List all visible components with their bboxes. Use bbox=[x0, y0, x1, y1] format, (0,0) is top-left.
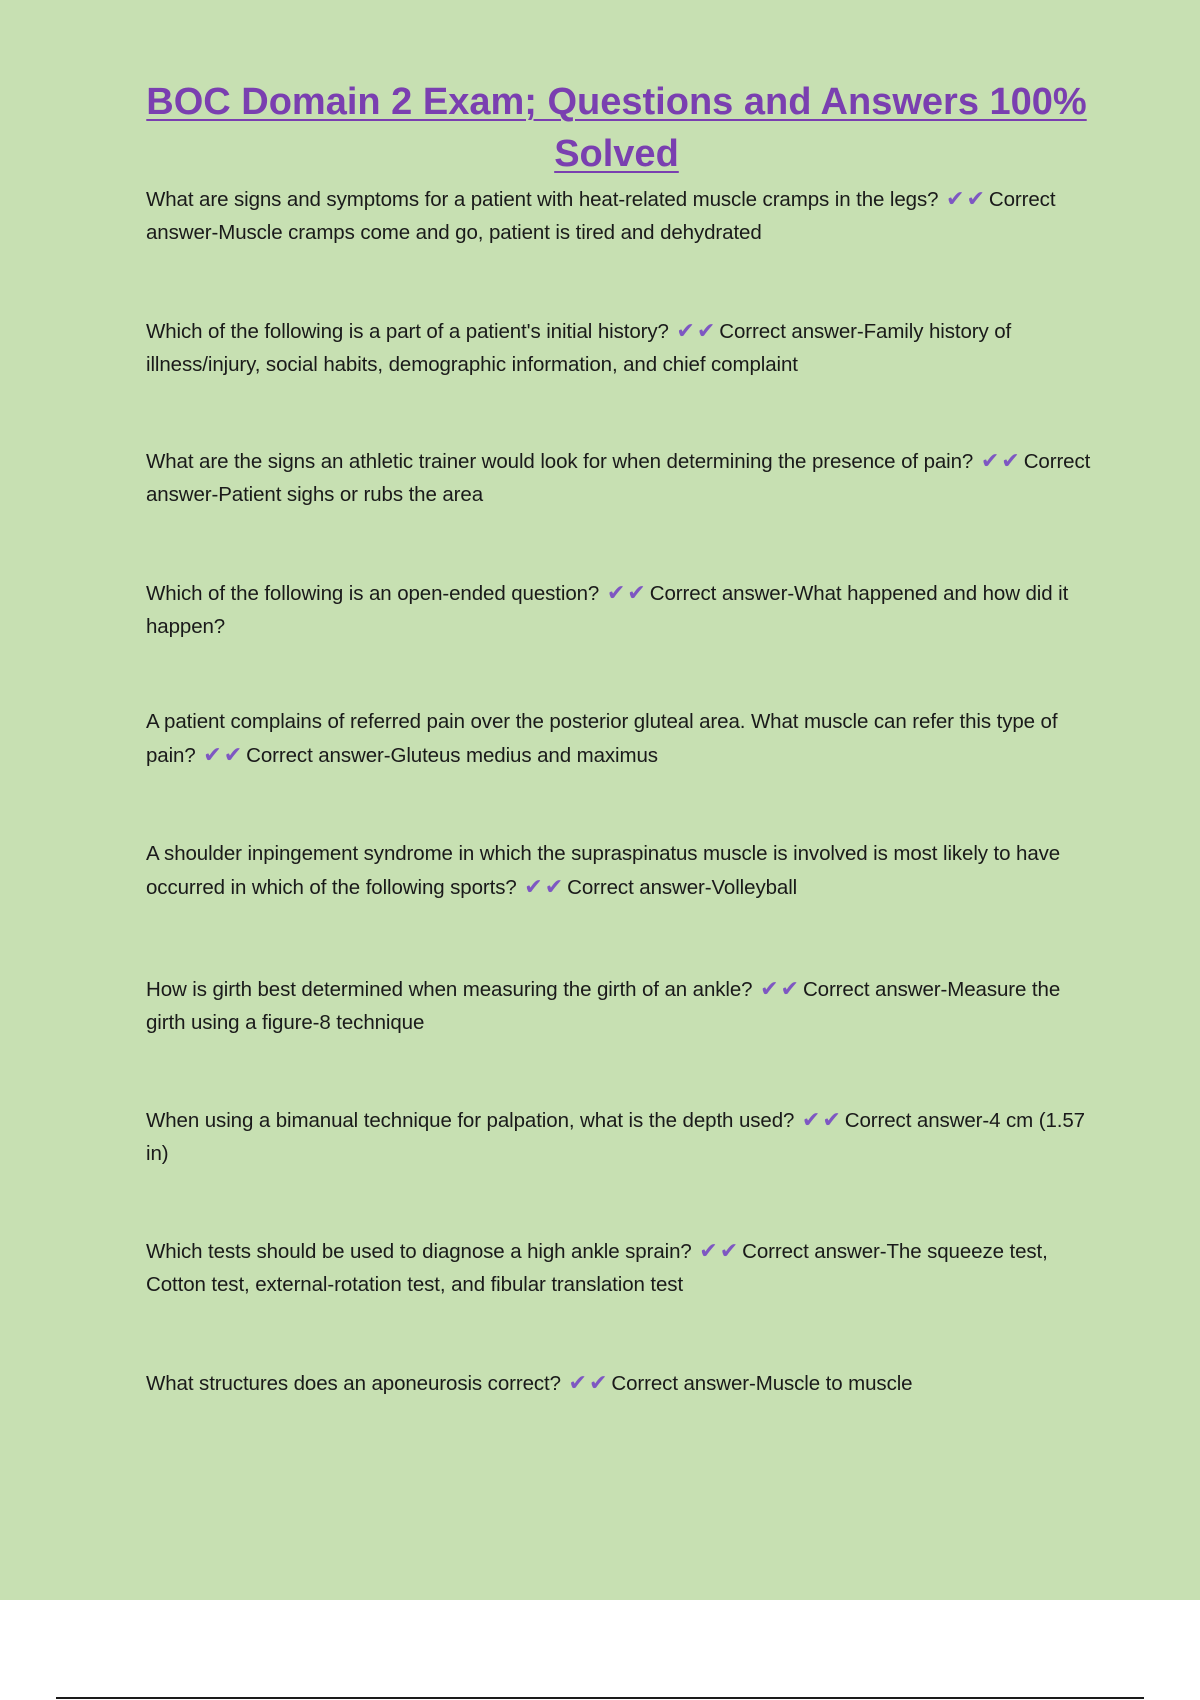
double-check-icon: ✔✔ bbox=[676, 318, 718, 343]
qa-item bbox=[146, 705, 1096, 772]
question-text: What are signs and symptoms for a patient with heat-related muscle cramps in the legs? bbox=[146, 188, 939, 211]
question-text: Which of the following is a part of a patient's initial history? bbox=[146, 320, 669, 343]
qa-item bbox=[146, 1234, 1096, 1301]
double-check-icon: ✔✔ bbox=[524, 874, 566, 899]
answer-text: Correct answer-4 cm (1.57 in) bbox=[146, 1109, 1085, 1165]
answer-text: Correct answer-Measure the girth using a figure-8 technique bbox=[146, 978, 1061, 1034]
question-text: A patient complains of referred pain over the posterior gluteal area. What muscle can refer this type of pain? bbox=[146, 710, 1058, 767]
question-text: When using a bimanual technique for palpation, what is the depth used? bbox=[146, 1109, 795, 1132]
answer-text: Correct answer-Patient sighs or rubs the area bbox=[146, 450, 1091, 506]
qa-item bbox=[146, 1103, 1096, 1170]
answer-text: Correct answer-Volleyball bbox=[567, 876, 798, 899]
qa-item bbox=[146, 444, 1096, 511]
qa-item bbox=[146, 1366, 1096, 1400]
double-check-icon: ✔✔ bbox=[699, 1238, 741, 1263]
page-divider bbox=[56, 1697, 1144, 1699]
question-text: Which of the following is an open-ended question? bbox=[146, 582, 600, 605]
question-text: What structures does an aponeurosis correct? bbox=[146, 1372, 561, 1395]
double-check-icon: ✔✔ bbox=[568, 1370, 610, 1395]
question-text: How is girth best determined when measuring the girth of an ankle? bbox=[146, 978, 753, 1001]
double-check-icon: ✔✔ bbox=[606, 580, 648, 605]
double-check-icon: ✔✔ bbox=[946, 186, 987, 211]
answer-text: Correct answer-Family history of illness/injury, social habits, demographic information, and chief complaint bbox=[146, 320, 1012, 376]
document-title: BOC Domain 2 Exam; Questions and Answers 100% Solved bbox=[146, 81, 1087, 175]
double-check-icon: ✔✔ bbox=[801, 1107, 843, 1132]
qa-item bbox=[146, 972, 1096, 1039]
qa-item bbox=[146, 314, 1096, 381]
question-text: A shoulder inpingement syndrome in which the supraspinatus muscle is involved is most likely to have occurred in which of the following sports? bbox=[146, 842, 1061, 899]
answer-text: Correct answer-The squeeze test, Cotton test, external-rotation test, and fibular translation test bbox=[146, 1240, 1048, 1296]
qa-item bbox=[146, 182, 1096, 249]
question-text: What are the signs an athletic trainer would look for when determining the presence of pain? bbox=[146, 450, 974, 473]
answer-text: Correct answer-Gluteus medius and maximus bbox=[246, 744, 658, 767]
answer-text: Correct answer-Muscle cramps come and go, patient is tired and dehydrated bbox=[146, 188, 1056, 244]
question-text: Which tests should be used to diagnose a high ankle sprain? bbox=[146, 1240, 692, 1263]
answer-text: Correct answer-What happened and how did it happen? bbox=[146, 582, 1069, 638]
double-check-icon: ✔✔ bbox=[980, 448, 1022, 473]
answer-text: Correct answer-Muscle to muscle bbox=[611, 1372, 913, 1395]
qa-item bbox=[146, 576, 1096, 643]
double-check-icon: ✔✔ bbox=[760, 976, 801, 1001]
double-check-icon: ✔✔ bbox=[203, 742, 245, 767]
qa-item bbox=[146, 837, 1096, 904]
